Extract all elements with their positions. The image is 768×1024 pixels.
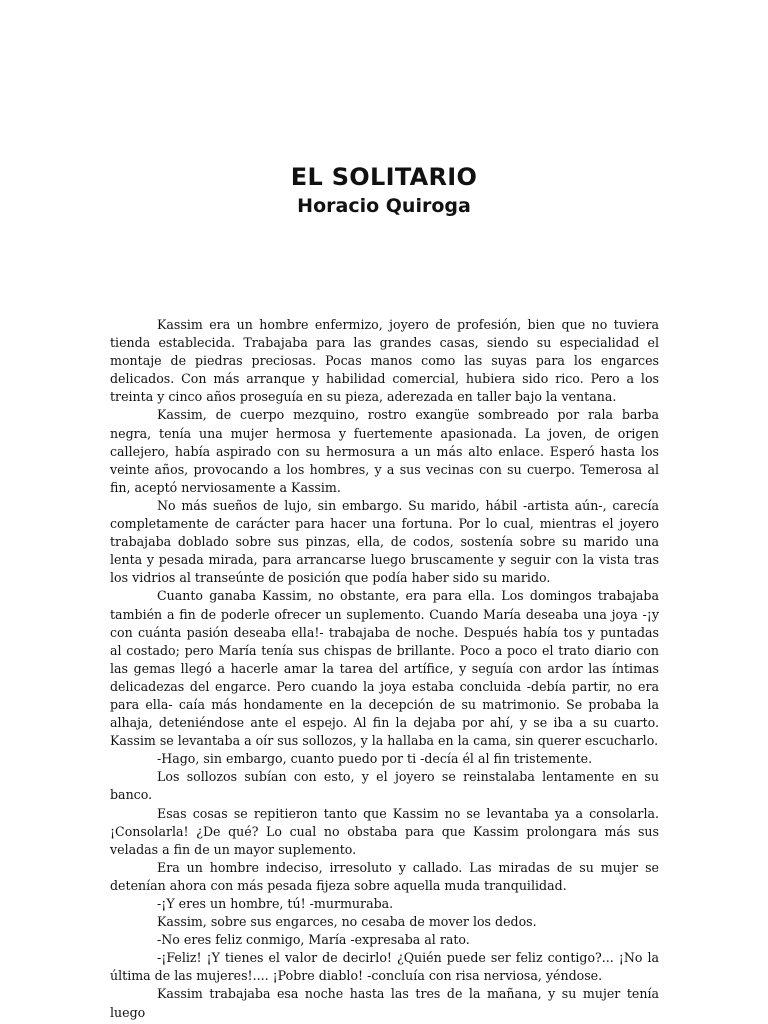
paragraph: Era un hombre indeciso, irresoluto y callado. Las miradas de su mujer se detenían ahora con más pesada fijeza sobre aquella muda tranquilidad.	[110, 859, 659, 893]
page-title: EL SOLITARIO	[290, 163, 478, 191]
paragraph: -¡Feliz! ¡Y tienes el valor de decirlo! ¿Quién puede ser feliz contigo?... ¡No la última de las mujeres!.... ¡Pobre diablo! -concluía con risa nerviosa, yéndose.	[110, 950, 659, 984]
paragraph: Esas cosas se repitieron tanto que Kassim no se levantaba ya a consolarla. ¡Consolarla! ¿De qué? Lo cual no obstaba para que Kassim prolongara más sus veladas a fin de un mayor suplemento.	[110, 805, 659, 857]
paragraph: Kassim trabajaba esa noche hasta las tres de la mañana, y su mujer tenía luego	[110, 986, 659, 1020]
paragraph: -¡Y eres un hombre, tú! -murmuraba.	[157, 896, 394, 911]
paragraph: Cuanto ganaba Kassim, no obstante, era para ella. Los domingos trabajaba también a fin de poderle ofrecer un suplemento. Cuando María deseaba una joya -¡y con cuánta pasión deseaba ella!- trabajaba de noche. Después había tos y puntadas al costado; pero María tenía sus chispas de brillante. Poco a poco el trato diario con las gemas llegó a hacerle amar la tarea del artífice, y seguía con ardor las íntimas delicadezas del engarce. Pero cuando la joya estaba concluida -debía partir, no era para ella- caía más hondamente en la decepción de su matrimonio. Se probaba la alhaja, deteniéndose ante el espejo. Al fin la dejaba por ahí, y se iba a su cuarto. Kassim se levantaba a oír sus sollozos, y la hallaba en la cama, sin querer escucharlo.	[110, 588, 659, 749]
paragraph: Kassim, de cuerpo mezquino, rostro exangüe sombreado por rala barba negra, tenía una mujer hermosa y fuertemente apasionada. La joven, de origen callejero, había aspirado con su hermosura a un más alto enlace. Esperó hasta los veinte años, provocando a los hombres, y a sus vecinas con su cuerpo. Temerosa al fin, aceptó nerviosamente a Kassim.	[110, 407, 659, 495]
paragraph: -No eres feliz conmigo, María -expresaba al rato.	[157, 932, 470, 948]
paragraph: Los sollozos subían con esto, y el joyero se reinstalaba lentamente en su banco.	[110, 769, 659, 803]
paragraph: -Hago, sin embargo, cuanto puedo por ti -decía él al fin tristemente.	[157, 751, 593, 767]
story-body	[110, 316, 659, 1022]
paragraph: No más sueños de lujo, sin embargo. Su marido, hábil -artista aún-, carecía completamente de carácter para hacer una fortuna. Por lo cual, mientras el joyero trabajaba doblado sobre sus pinzas, ella, de codos, sostenía sobre su marido una lenta y pesada mirada, para arrancarse luego bruscamente y seguir con la vista tras los vidrios al transeúnte de posición que podía haber sido su marido.	[110, 497, 659, 586]
author-name: Horacio Quiroga	[297, 195, 471, 217]
paragraph: Kassim era un hombre enfermizo, joyero de profesión, bien que no tuviera tienda establecida. Trabajaba para las grandes casas, siendo su especialidad el montaje de piedras preciosas. Pocas manos como las suyas para los engarces delicados. Con más arranque y habilidad comercial, hubiera sido rico. Pero a los treinta y cinco años proseguía en su pieza, aderezada en taller bajo la ventana.	[110, 317, 659, 405]
paragraph: Kassim, sobre sus engarces, no cesaba de mover los dedos.	[157, 914, 537, 930]
